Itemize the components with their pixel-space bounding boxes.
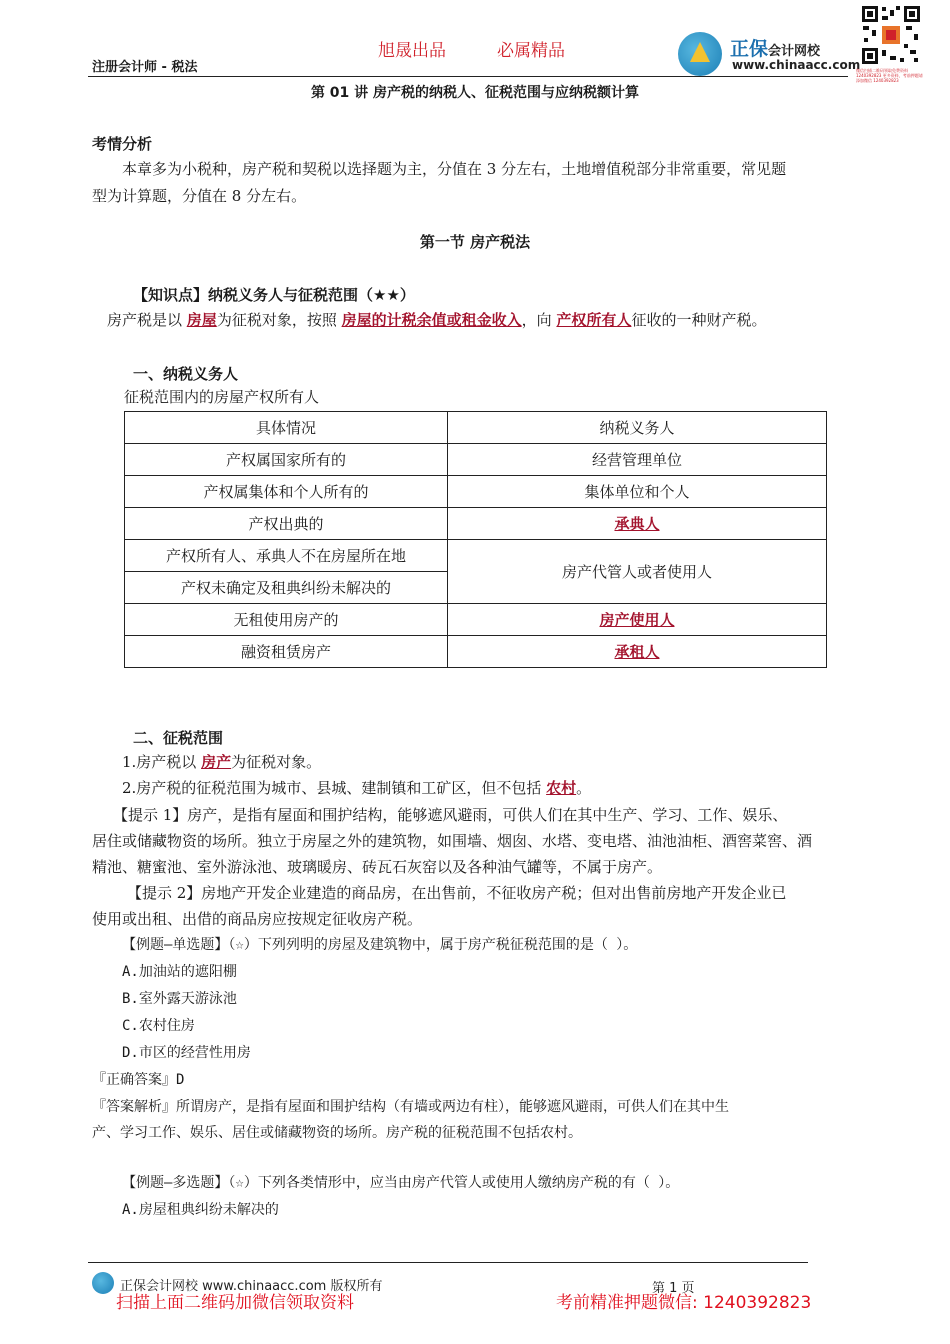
- table-cell: 产权属集体和个人所有的: [125, 476, 448, 508]
- table-row: [125, 604, 827, 636]
- table-cell: 融资租赁房产: [125, 636, 448, 668]
- table-header-cell: 纳税义务人: [448, 412, 827, 444]
- logo-name: 正保: [730, 38, 769, 60]
- section-title: 第一节 房产税法: [419, 233, 531, 251]
- table-row: [125, 508, 827, 540]
- brand-left-text: 旭晟出品: [378, 41, 446, 61]
- analysis-line-1: 本章多为小税种，房产税和契税以选择题为主，分值在 3 分左右，土地增值税部分非常重要，常见题: [122, 160, 787, 178]
- qr-caption: 微信扫描二维码领取免费资料 1240392823 更多资料，考前押题请添加微信 1240392823: [856, 68, 923, 83]
- keyword-mortgagee: 承典人: [614, 515, 660, 533]
- table-cell: [448, 604, 827, 636]
- tip-1-line-3: 精池、糖蜜池、室外游泳池、玻璃暖房、砖瓦石灰窑以及各种油气罐等，不属于房产。: [92, 858, 663, 876]
- table-cell: 产权出典的: [125, 508, 448, 540]
- analysis-heading: 考情分析: [92, 135, 153, 153]
- promo-right: 考前精准押题微信: 1240392823: [556, 1293, 812, 1313]
- example-2-question: 【例题—多选题】（☆）下列各类情形中，应当由房产代管人或使用人缴纳房产税的有（ ）。: [122, 1175, 680, 1191]
- table-cell: [448, 508, 827, 540]
- logo-emblem-icon: [678, 32, 722, 76]
- analysis-line-2: 型为计算题，分值在 8 分左右。: [92, 187, 307, 205]
- logo-sub: 会计网校: [768, 44, 821, 59]
- table-cell: 无租使用房产的: [125, 604, 448, 636]
- example-1-answer: 『正确答案』D: [92, 1072, 185, 1088]
- course-title: 注册会计师 - 税法: [92, 60, 198, 75]
- scope-item-1: 1.房产税以 房产为征税对象。: [122, 753, 322, 771]
- table-row: [125, 476, 827, 508]
- taxpayer-heading: 一、纳税义务人: [133, 365, 239, 383]
- keyword-user: 房产使用人: [599, 611, 675, 629]
- example-1-option-d: D.市区的经营性用房: [122, 1045, 251, 1061]
- tip-1-line-2: 居住或储藏物资的场所。独立于房屋之外的建筑物，如围墙、烟囱、水塔、变电塔、油池油柜、酒窖菜窖、酒: [92, 832, 813, 850]
- keyword-property: 房产: [201, 753, 232, 771]
- scope-item-2: 2.房产税的征税范围为城市、县城、建制镇和工矿区，但不包括 农村。: [122, 779, 592, 797]
- example-1-analysis-line-2: 产、学习工作、娱乐、居住或储藏物资的场所。房产税的征税范围不包括农村。: [92, 1125, 582, 1141]
- definition-paragraph: 房产税是以 房屋为征税对象，按照 房屋的计税余值或租金收入，向 产权所有人征收的一种财产税。: [107, 311, 767, 329]
- table-header-cell: 具体情况: [125, 412, 448, 444]
- table-cell: [448, 636, 827, 668]
- tip-1-line-1: 【提示 1】房产，是指有屋面和围护结构，能够遮风避雨，可供人们在其中生产、学习、工作、娱乐、: [113, 806, 788, 824]
- example-1-question: 【例题—单选题】（☆）下列列明的房屋及建筑物中，属于房产税征税范围的是（ ）。: [122, 937, 638, 953]
- footer-copyright: 正保会计网校 www.chinaacc.com 版权所有: [120, 1279, 383, 1294]
- table-row: [125, 636, 827, 668]
- tip-2-line-1: 【提示 2】房地产开发企业建造的商品房，在出售前，不征收房产税；但对出售前房地产开发企业已: [127, 884, 787, 902]
- logo-url: www.chinaacc.com: [732, 58, 861, 72]
- footer-divider: [88, 1262, 808, 1263]
- scope-heading: 二、征税范围: [133, 729, 224, 747]
- table-cell: 产权所有人、承典人不在房屋所在地: [125, 540, 448, 572]
- brand-right-text: 必属精品: [497, 41, 565, 61]
- keyword-owner: 产权所有人: [556, 311, 632, 329]
- lecture-title: 第 01 讲 房产税的纳税人、征税范围与应纳税额计算: [310, 85, 640, 101]
- table-row: [125, 444, 827, 476]
- tip-2-line-2: 使用或出租、出借的商品房应按规定征收房产税。: [92, 910, 423, 928]
- table-cell: 集体单位和个人: [448, 476, 827, 508]
- table-cell: 经营管理单位: [448, 444, 827, 476]
- footer-logo-icon: [92, 1272, 114, 1294]
- keyword-lessee: 承租人: [614, 643, 660, 661]
- taxpayer-table: [124, 411, 827, 668]
- table-cell: 产权未确定及租典纠纷未解决的: [125, 572, 448, 604]
- example-1-option-b: B.室外露天游泳池: [122, 991, 237, 1007]
- knowledge-heading: 【知识点】纳税义务人与征税范围（★★）: [133, 286, 415, 304]
- example-1-option-a: A.加油站的遮阳棚: [122, 964, 237, 980]
- table-header-row: [125, 412, 827, 444]
- keyword-tax-base: 房屋的计税余值或租金收入: [341, 311, 522, 329]
- table-cell-merged: 房产代管人或者使用人: [448, 540, 827, 604]
- qr-code-icon: [860, 4, 922, 66]
- example-1-analysis-line-1: 『答案解析』所谓房产，是指有屋面和围护结构（有墙或两边有柱），能够遮风避雨，可供人们在其中生: [92, 1099, 729, 1115]
- taxpayer-intro: 征税范围内的房屋产权所有人: [124, 388, 320, 406]
- promo-left: 扫描上面二维码加微信领取资料: [116, 1293, 354, 1313]
- example-1-option-c: C.农村住房: [122, 1018, 195, 1034]
- table-cell: 产权属国家所有的: [125, 444, 448, 476]
- table-row: [125, 540, 827, 572]
- chinaacc-logo: [678, 30, 861, 76]
- header-divider: [88, 76, 848, 77]
- example-2-option-a: A.房屋租典纠纷未解决的: [122, 1202, 279, 1218]
- page-number: 第 1 页: [652, 1281, 695, 1296]
- keyword-rural: 农村: [546, 779, 577, 797]
- keyword-house: 房屋: [186, 311, 217, 329]
